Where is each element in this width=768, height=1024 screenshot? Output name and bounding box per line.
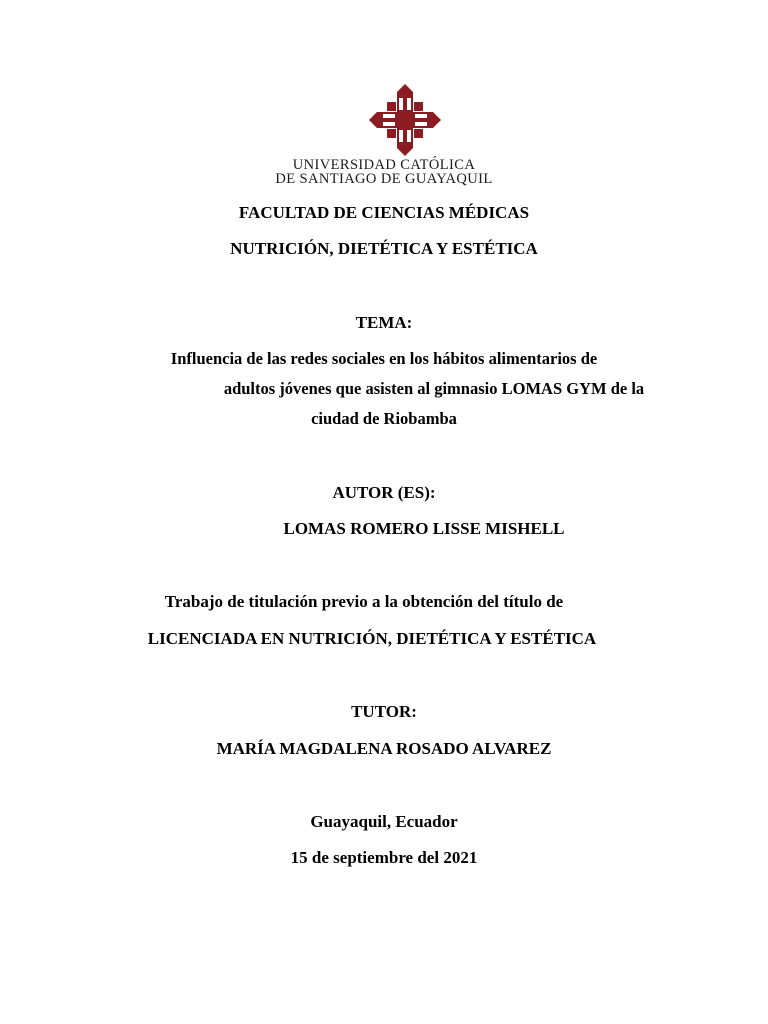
career-title: NUTRICIÓN, DIETÉTICA Y ESTÉTICA: [230, 239, 538, 258]
university-name-line-1: UNIVERSIDAD CATÓLICA: [292, 157, 476, 173]
tema-line-2: adultos jóvenes que asisten al gimnasio LOMAS GYM de la: [223, 379, 645, 398]
place: Guayaquil, Ecuador: [310, 812, 458, 831]
tutor-label: TUTOR:: [351, 702, 417, 721]
author-name: LOMAS ROMERO LISSE MISHELL: [283, 519, 565, 538]
faculty-title: FACULTAD DE CIENCIAS MÉDICAS: [238, 203, 530, 222]
date: 15 de septiembre del 2021: [290, 848, 478, 867]
degree-intro: Trabajo de titulación previo a la obtención del título de: [164, 592, 564, 611]
author-label: AUTOR (ES):: [332, 483, 436, 502]
tema-line-3: ciudad de Riobamba: [311, 409, 457, 428]
university-name-line-2: DE SANTIAGO DE GUAYAQUIL: [275, 171, 493, 187]
tutor-name: MARÍA MAGDALENA ROSADO ALVAREZ: [216, 739, 552, 758]
tema-line-1: Influencia de las redes sociales en los hábitos alimentarios de: [170, 349, 598, 368]
degree-title: LICENCIADA EN NUTRICIÓN, DIETÉTICA Y ESTÉTICA: [147, 629, 597, 648]
university-cross-emblem-icon: [369, 84, 441, 156]
tema-label: TEMA:: [355, 313, 413, 332]
